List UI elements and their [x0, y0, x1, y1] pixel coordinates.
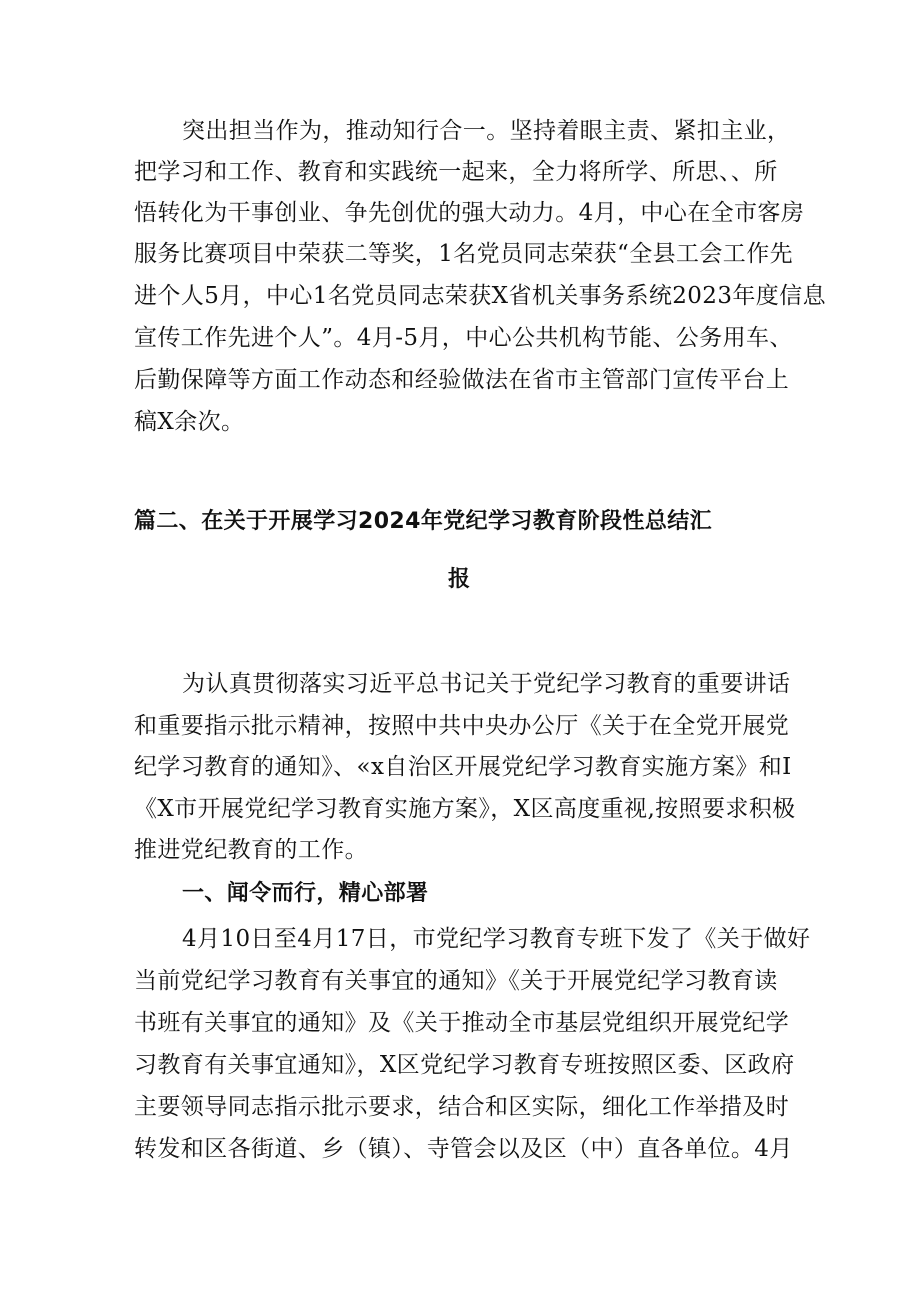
paragraph-line: 服务比赛项目中荣获二等奖，1名党员同志荣获“全县工会工作先: [134, 241, 793, 267]
body-line: 4月10日至4月17日，市党纪学习教育专班下发了《关于做好: [182, 926, 811, 952]
paragraph-line: 稿X余次。: [134, 409, 245, 435]
paragraph-line: 宣传工作先进个人”。4月-5月，中心公共机构节能、公务用车、: [134, 325, 793, 351]
paragraph-line: 突出担当作为，推动知行合一。坚持着眼主责、紧扣主业，: [182, 118, 791, 144]
body-line: 习教育有关事宜通知》，X区党纪学习教育专班按照区委、区政府: [134, 1052, 795, 1078]
intro-line: 和重要指示批示精神，按照中共中央办公厅《关于在全党开展党: [134, 713, 790, 739]
body-line: 转发和区各街道、乡（镇）、寺管会以及区（中）直各单位。4月: [134, 1136, 793, 1162]
paragraph-line: 悟转化为干事创业、争先创优的强大动力。4月，中心在全市客房: [134, 200, 805, 226]
article-title-line-1: 篇二、在关于开展学习2024年党纪学习教育阶段性总结汇: [134, 509, 713, 534]
body-line: 主要领导同志指示批示要求，结合和区实际，细化工作举措及时: [134, 1094, 790, 1120]
intro-line: 推进党纪教育的工作。: [134, 837, 368, 863]
section-subheading: 一、闻令而行，精心部署: [182, 881, 429, 906]
intro-line: 为认真贯彻落实习近平总书记关于党纪学习教育的重要讲话: [182, 671, 791, 697]
body-line: 当前党纪学习教育有关事宜的通知》《关于开展党纪学习教育读: [134, 968, 778, 994]
intro-line: 《X市开展党纪学习教育实施方案》，X区高度重视,按照要求积极: [134, 796, 796, 822]
article-title-line-2: 报: [448, 567, 471, 592]
intro-line: 纪学习教育的通知》、«x自治区开展党纪学习教育实施方案》和I: [134, 754, 792, 780]
paragraph-line: 把学习和工作、教育和实践统一起来，全力将所学、所思、、所: [134, 159, 778, 185]
body-line: 书班有关事宜的通知》及《关于推动全市基层党组织开展党纪学: [134, 1010, 790, 1036]
paragraph-line: 后勤保障等方面工作动态和经验做法在省市主管部门宣传平台上: [134, 367, 790, 393]
paragraph-line: 进个人5月，中心1名党员同志荣获X省机关事务系统2023年度信息: [134, 283, 826, 309]
